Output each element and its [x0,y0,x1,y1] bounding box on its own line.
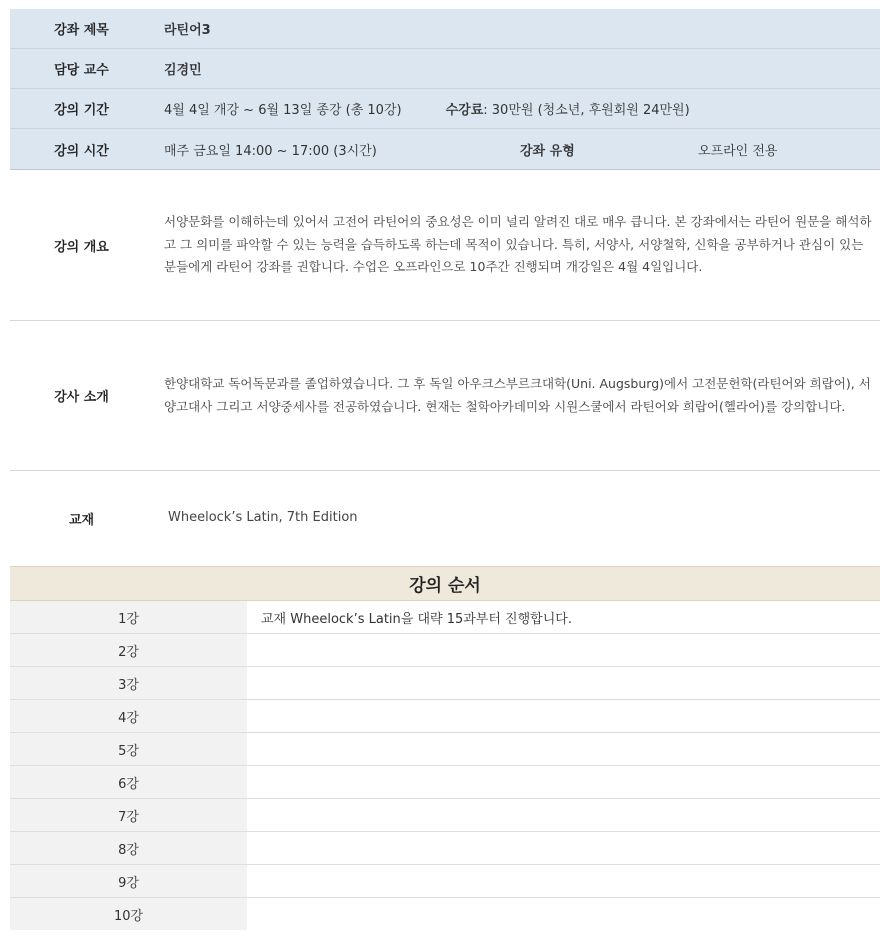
table-row [10,898,880,930]
overview-text: 서양문화를 이해하는데 있어서 고전어 라틴어의 중요성은 이미 널리 알려진 대로 매우 큽니다. 본 강좌에서는 라틴어 원문을 해석하고 그 의미를 파악할 수 있는 능력을 습득하도록 하는데 목적이 있습니다. 특히, 서양사, 서양철학, 신학을 공부하거나 관심이 있는 분들에게 라틴어 강좌를 권합니다. 수업은 오프라인으로 10주간 진행되며 개강일은 4월 4일입니다. [164,214,872,275]
lecture-number: 10강 [10,898,247,930]
lecture-number: 3강 [10,667,247,699]
time-value-group [153,140,880,159]
course-title-row [10,9,880,49]
time-row [10,129,880,170]
course-title-label: 강좌 제목 [54,23,109,38]
professor-value: 김경민 [164,63,202,78]
table-row [10,733,880,766]
fee-group [446,99,690,118]
lecture-description [247,766,880,798]
professor-row [10,49,880,89]
table-row [10,766,880,799]
instructor-text: 한양대학교 독어독문과를 졸업하였습니다. 그 후 독일 아우크스부르크대학(Uni. Augsburg)에서 고전문헌학(라틴어와 희랍어), 서양고대사 그리고 서양중세사를 전공하였습니다. 현재는 철학아카데미와 시원스쿨에서 라틴어와 희랍어(헬라어)를 강의합니다. [164,376,871,414]
overview-label: 강의 개요 [54,239,109,255]
schedule-table [10,601,880,930]
table-row [10,700,880,733]
period-value-group [153,99,880,118]
professor-label: 담당 교수 [54,63,109,78]
lecture-description [247,865,880,897]
textbook-value: Wheelock’s Latin, 7th Edition [168,510,358,526]
fee-value: : 30만원 (청소년, 후원회원 24만원) [483,103,690,118]
lecture-description [247,634,880,666]
lecture-number: 8강 [10,832,247,864]
lecture-description [247,733,880,765]
lecture-description [247,700,880,732]
schedule-title: 강의 순서 [10,566,880,601]
fee-label: 수강료 [445,103,484,118]
textbook-label: 교재 [68,513,95,528]
period-row [10,89,880,129]
lecture-number: 1강 [10,601,247,633]
lecture-number: 2강 [10,634,247,666]
period-label: 강의 기간 [54,103,109,118]
course-title-value: 라틴어3 [164,23,211,38]
lecture-number: 6강 [10,766,247,798]
type-label: 강좌 유형 [520,143,575,159]
lecture-number: 4강 [10,700,247,732]
table-row [10,799,880,832]
table-row [10,667,880,700]
instructor-label: 강사 소개 [54,390,109,405]
lecture-number: 5강 [10,733,247,765]
table-row [10,601,880,634]
lecture-description: 교재 Wheelock’s Latin을 대략 15과부터 진행합니다. [247,601,880,633]
time-label: 강의 시간 [54,143,109,159]
course-info [10,9,880,930]
table-row [10,832,880,865]
instructor-row [10,321,880,471]
lecture-description [247,898,880,930]
overview-row [10,170,880,321]
lecture-number: 7강 [10,799,247,831]
period-value: 4월 4일 개강 ~ 6월 13일 종강 (총 10강) [164,103,402,118]
lecture-description [247,667,880,699]
lecture-description [247,799,880,831]
type-value: 오프라인 전용 [698,143,778,159]
lecture-description [247,832,880,864]
time-value: 매주 금요일 14:00 ~ 17:00 (3시간) [164,143,377,159]
lecture-number: 9강 [10,865,247,897]
textbook-row [10,471,880,566]
table-row [10,865,880,898]
table-row [10,634,880,667]
